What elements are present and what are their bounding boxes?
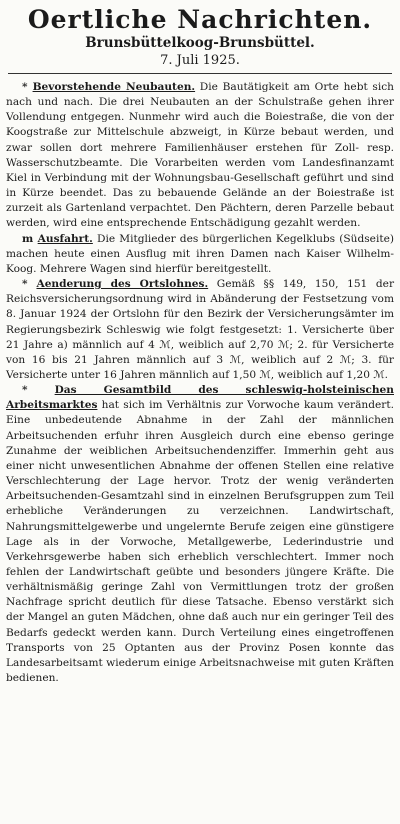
section-title: Oertliche Nachrichten. xyxy=(27,5,373,34)
article-headline: Aenderung des Ortslohnes. xyxy=(36,278,209,291)
article-ausfahrt xyxy=(6,232,394,277)
article-headline: Ausfahrt. xyxy=(37,232,93,245)
article-body: Die Bautätigkeit am Orte hebt sich nach und nach. Die drei Neubauten an der Schulstraße gehen ihrer Vollendung entgegen. Nunmehr wird auch die Boiestraße, die von der Koogstraße zur Mittelschule abzweigt, in Kürze bebaut werden, und zwar sollen dort mehrere Familienhäuser erstehen für Zoll- resp. Wasserschutzbeamte. Die Vorarbeiten werden vom Landesfinanzamt Kiel in Verbindung mit der Wohnungsbau-Gesellschaft geführt und sind in Kürze beendet. Das zu bebauende Gelände an der Boiestraße ist zurzeit als Gartenland verpachtet. Den Pächtern, deren Parzelle bebaut werden, wird eine entsprechende Entschädigung gezahlt werden. xyxy=(6,81,395,230)
article-neubauten xyxy=(6,80,394,232)
article-body: Gemäß §§ 149, 150, 151 der Reichsversicherungsordnung wird in Abänderung der Festsetzung vom 8. Januar 1924 der Ortslohn für den Bezirk der Versicherungsämter im Regierungsbezirk Schleswig wie folgt festgesetzt: 1. Versicherte über 21 Jahre a) männlich auf 4 ℳ, weiblich auf 2,70 ℳ; 2. für Versicherte von 16 bis 21 Jahren männlich auf 3 ℳ, weiblich auf 2 ℳ; 3. für Versicherte unter 16 Jahren männlich auf 1,50 ℳ, weiblich auf 1,20 ℳ. xyxy=(6,278,395,381)
article-column xyxy=(6,80,394,686)
article-ortslohn xyxy=(6,277,394,383)
article-marker: * xyxy=(22,81,33,93)
article-body: Die Mitglieder des bürgerlichen Kegelklubs (Südseite) machen heute einen Ausflug mit ihren Damen nach Kaiser Wilhelm-Koog. Mehrere Wagen sind hierfür bereitgestellt. xyxy=(6,232,394,275)
locality-heading: Brunsbüttelkoog-Brunsbüttel. xyxy=(85,35,315,51)
issue-date: 7. Juli 1925. xyxy=(160,53,240,68)
article-marker: m xyxy=(22,232,38,245)
article-marker: * xyxy=(22,384,55,397)
article-marker: * xyxy=(22,278,37,291)
article-body: hat sich im Verhältnis zur Vorwoche kaum verändert. Eine unbedeutende Abnahme in der Zahl der männlichen Arbeitsuchenden erfuhr ihren Ausgleich durch eine ebenso geringe Zunahme der weiblichen Arbeitsuchendenziffer. Immerhin geht aus einer nicht unwesentlichen Abnahme der offenen Stellen eine relative Verschlechterung der Lage hervor. Trotz der wenig veränderten Arbeitsuchenden-Gesamtzahl sind in einzelnen Berufsgruppen zum Teil erhebliche Veränderungen zu verzeichnen. Landwirtschaft, Nahrungsmittelgewerbe und ungelernte Berufe zeigen eine günstigere Lage als in der Vorwoche, Metallgewerbe, Lederindustrie und Verkehrsgewerbe haben sich erheblich verschlechtert. Immer noch fehlen der Landwirtschaft geübte und besonders jüngere Kräfte. Die verhältnismäßig geringe Zahl von Vermittlungen trotz der großen Nachfrage spricht deutlich für diese Tatsache. Ebenso verstärkt sich der Mangel an guten Mädchen, ohne daß auch nur ein geringer Teil des Bedarfs gedeckt werden kann. Durch Verteilung eines eingetroffenen Transports von 25 Optanten aus der Provinz Posen konnte das Landesarbeitsamt wiederum einige Arbeitsnachweise mit guten Kräften bedienen. xyxy=(6,399,395,685)
header-rule xyxy=(8,73,392,74)
article-arbeitsmarkt xyxy=(6,383,394,686)
article-headline: Bevorstehende Neubauten. xyxy=(32,81,196,93)
article-headline: Das Gesamtbild des schleswig-holsteinischen Arbeitsmarktes xyxy=(6,384,394,412)
